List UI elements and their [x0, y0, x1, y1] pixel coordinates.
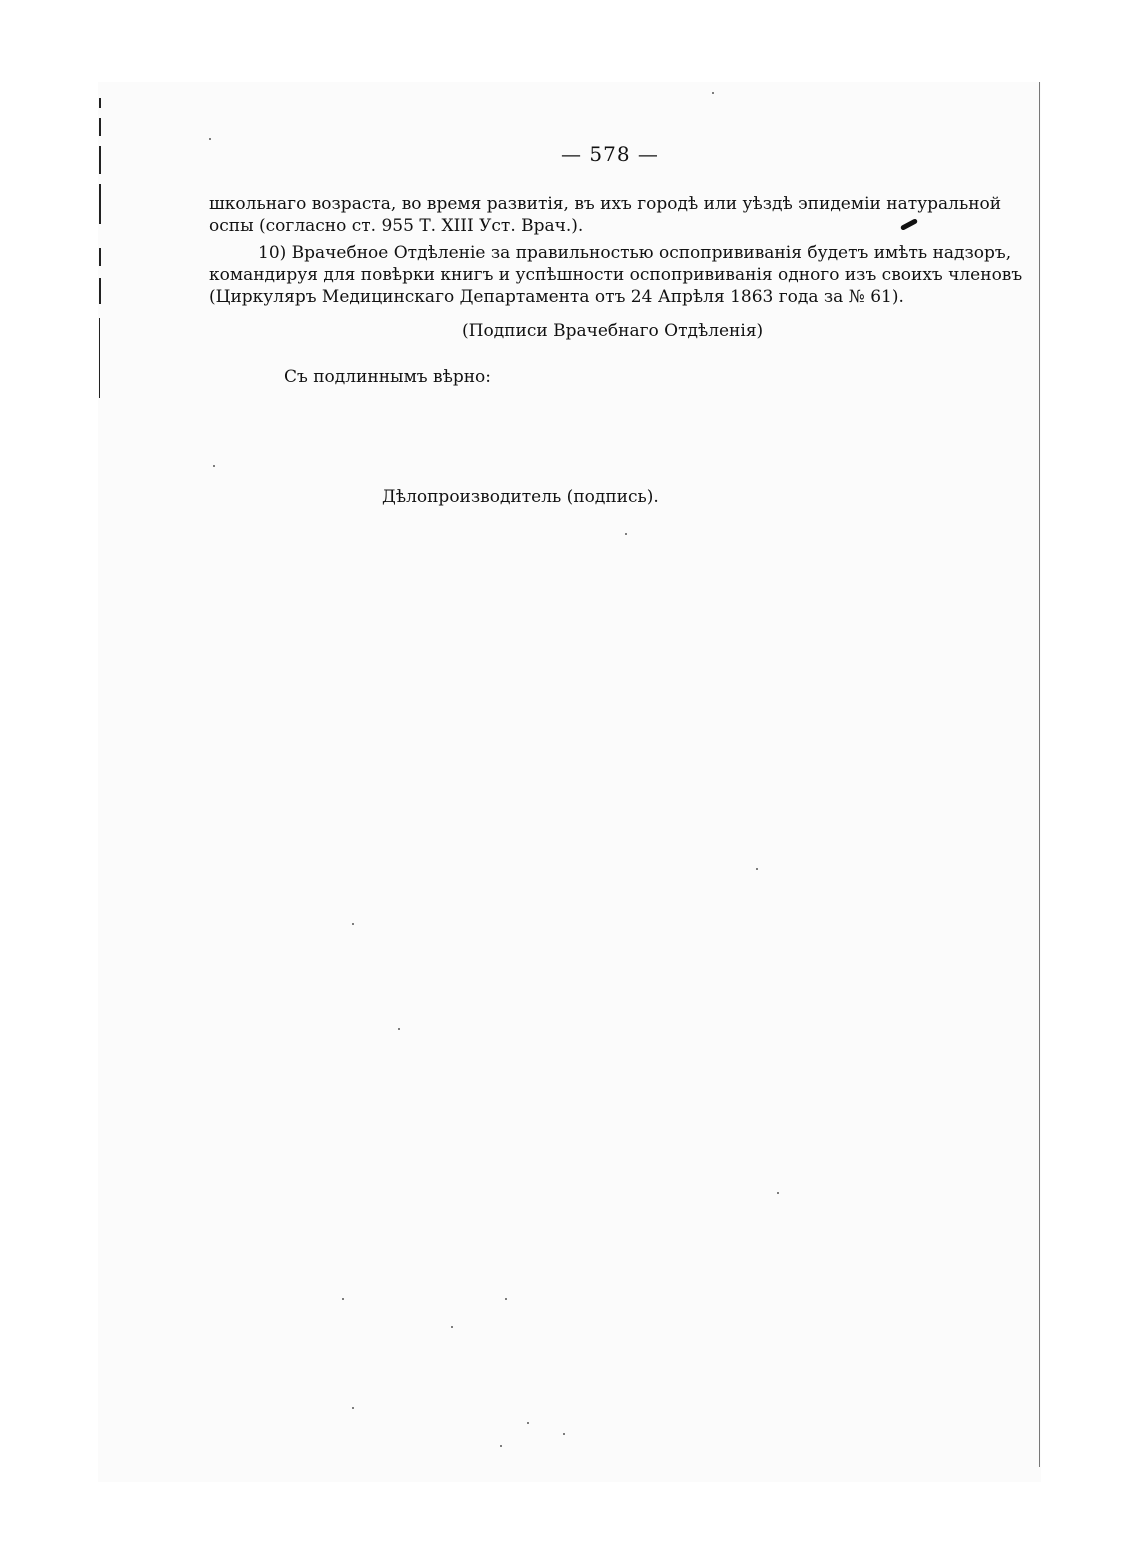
dust-speck	[209, 138, 211, 140]
dust-speck	[563, 1433, 565, 1435]
dust-speck	[342, 1298, 344, 1300]
dust-speck	[352, 923, 354, 925]
page-edge-line	[1039, 82, 1040, 1467]
dust-speck	[500, 1445, 502, 1447]
paragraph-line: 10) Врачебное Отдѣленіе за правильностью оспопрививанія будетъ имѣть надзоръ,	[258, 243, 1012, 263]
dust-speck	[712, 92, 714, 94]
paragraph-line: командируя для повѣрки книгъ и успѣшности оспопрививанія одного изъ своихъ членовъ	[209, 265, 1023, 285]
dust-speck	[625, 533, 627, 535]
paragraph-line: (Циркуляръ Медицинскаго Департамента отъ 24 Апрѣля 1863 года за № 61).	[209, 287, 904, 307]
dust-speck	[505, 1298, 507, 1300]
dust-speck	[527, 1422, 529, 1424]
dust-speck	[451, 1326, 453, 1328]
dust-speck	[352, 1407, 354, 1409]
paragraph-line: оспы (согласно ст. 955 Т. XIII Уст. Врач.).	[209, 216, 584, 236]
certified-copy-line: Съ подлиннымъ вѣрно:	[284, 367, 492, 387]
dust-speck	[777, 1192, 779, 1194]
binding-marks	[99, 98, 103, 438]
dust-speck	[213, 465, 215, 467]
dust-speck	[398, 1028, 400, 1030]
paragraph-line: школьнаго возраста, во время развитія, въ ихъ городѣ или уѣздѣ эпидеміи натуральной	[209, 194, 1002, 214]
signatures-note: (Подписи Врачебнаго Отдѣленія)	[462, 321, 764, 341]
page-number: — 578 —	[561, 142, 659, 166]
clerk-signature-line: Дѣлопроизводитель (подпись).	[382, 487, 659, 507]
dust-speck	[756, 868, 758, 870]
